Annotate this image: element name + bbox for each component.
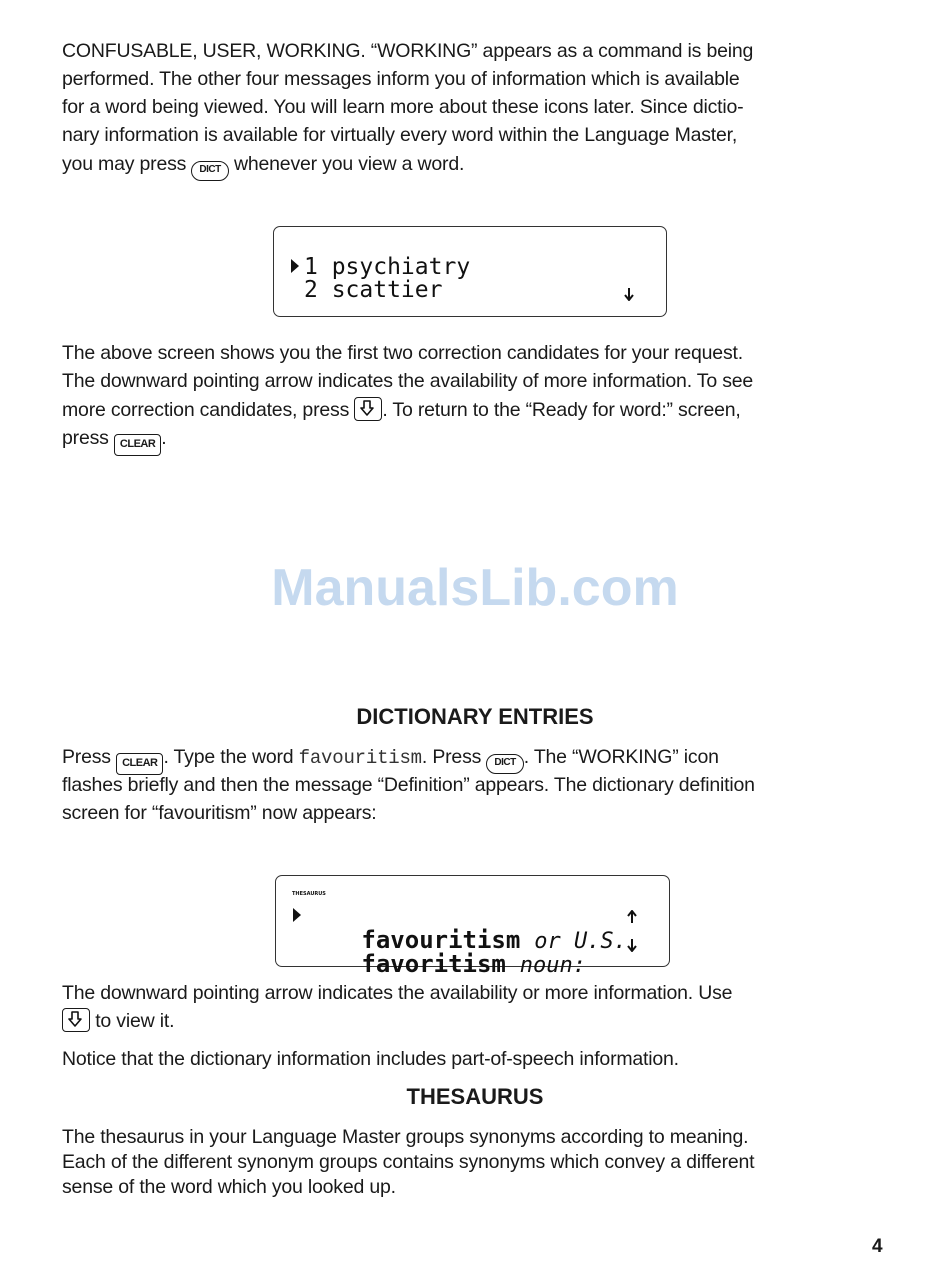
headword: favouritism <box>361 926 521 954</box>
dictionary-text: . The “WORKING” icon <box>523 746 719 768</box>
section-heading-dictionary: DICTIONARY ENTRIES <box>356 704 594 729</box>
down-arrow-icon <box>624 287 634 301</box>
para3-line-2 <box>62 1007 884 1035</box>
para2-text: press <box>62 427 109 449</box>
thesaurus-indicator: THESAURUS <box>292 891 326 897</box>
down-key <box>354 397 382 421</box>
down-arrow-key-icon <box>360 400 374 416</box>
correction-candidate-2: 2 scattier <box>304 277 443 303</box>
dictionary-text: Press <box>62 746 111 768</box>
intro-text: whenever you view a word. <box>233 153 465 175</box>
down-key <box>62 1008 90 1032</box>
down-arrow-icon <box>627 938 637 952</box>
para2-line-4 <box>62 424 884 456</box>
cursor-triangle-icon <box>292 907 302 923</box>
para2-line-2: The downward pointing arrow indicates the availability of more information. To see <box>62 370 754 392</box>
intro-line-5 <box>62 150 884 181</box>
intro-text: you may press <box>62 153 187 175</box>
up-arrow-icon <box>627 910 637 924</box>
clear-key: CLEAR <box>116 753 163 775</box>
dictionary-line-3: screen for “favouritism” now appears: <box>62 802 377 824</box>
para2-text: . <box>161 427 167 449</box>
page-number: 4 <box>872 1236 883 1257</box>
dict-key: DICT <box>486 754 523 774</box>
intro-line-1: CONFUSABLE, USER, WORKING. “WORKING” appears as a command is being <box>62 40 754 62</box>
headword-variant: or U.S. <box>534 929 627 954</box>
para2-line-1: The above screen shows you the first two correction candidates for your request. <box>62 342 743 364</box>
para2-line-3 <box>62 396 884 424</box>
para2-text: more correction candidates, press <box>62 399 350 421</box>
dict-key: DICT <box>191 161 228 181</box>
headword-us: favoritism <box>361 950 506 978</box>
para3-line-1: The downward pointing arrow indicates the availability or more information. Use <box>62 982 733 1004</box>
down-arrow-key-icon <box>68 1011 82 1027</box>
dictionary-text: . Press <box>421 746 482 768</box>
dictionary-line-2: flashes briefly and then the message “Definition” appears. The dictionary definition <box>62 774 755 796</box>
section-heading-thesaurus: THESAURUS <box>406 1084 544 1109</box>
clear-key: CLEAR <box>114 434 161 456</box>
correction-candidate-1: 1 psychiatry <box>304 254 471 280</box>
lcd-screen-definition <box>275 875 670 978</box>
cursor-triangle-icon <box>290 258 300 274</box>
watermark: ManualsLib.com <box>271 559 679 617</box>
thesaurus-line-3: sense of the word which you looked up. <box>62 1176 396 1198</box>
intro-line-3: for a word being viewed. You will learn more about these icons later. Since dictio- <box>62 96 744 118</box>
para3-text: to view it. <box>95 1010 175 1032</box>
part-of-speech: noun: <box>519 953 586 978</box>
para2-text: . To return to the “Ready for word:” screen, <box>382 399 741 421</box>
typed-word: favouritism <box>298 747 422 769</box>
para3-line-3: Notice that the dictionary information includes part-of-speech information. <box>62 1048 679 1070</box>
dictionary-text: . Type the word <box>163 746 294 768</box>
thesaurus-line-2: Each of the different synonym groups contains synonyms which convey a different <box>62 1151 755 1173</box>
thesaurus-line-1: The thesaurus in your Language Master groups synonyms according to meaning. <box>62 1126 749 1148</box>
intro-line-4: nary information is available for virtually every word within the Language Master, <box>62 124 738 146</box>
lcd-screen-corrections <box>273 226 667 317</box>
intro-line-2: performed. The other four messages inform you of information which is available <box>62 68 740 90</box>
